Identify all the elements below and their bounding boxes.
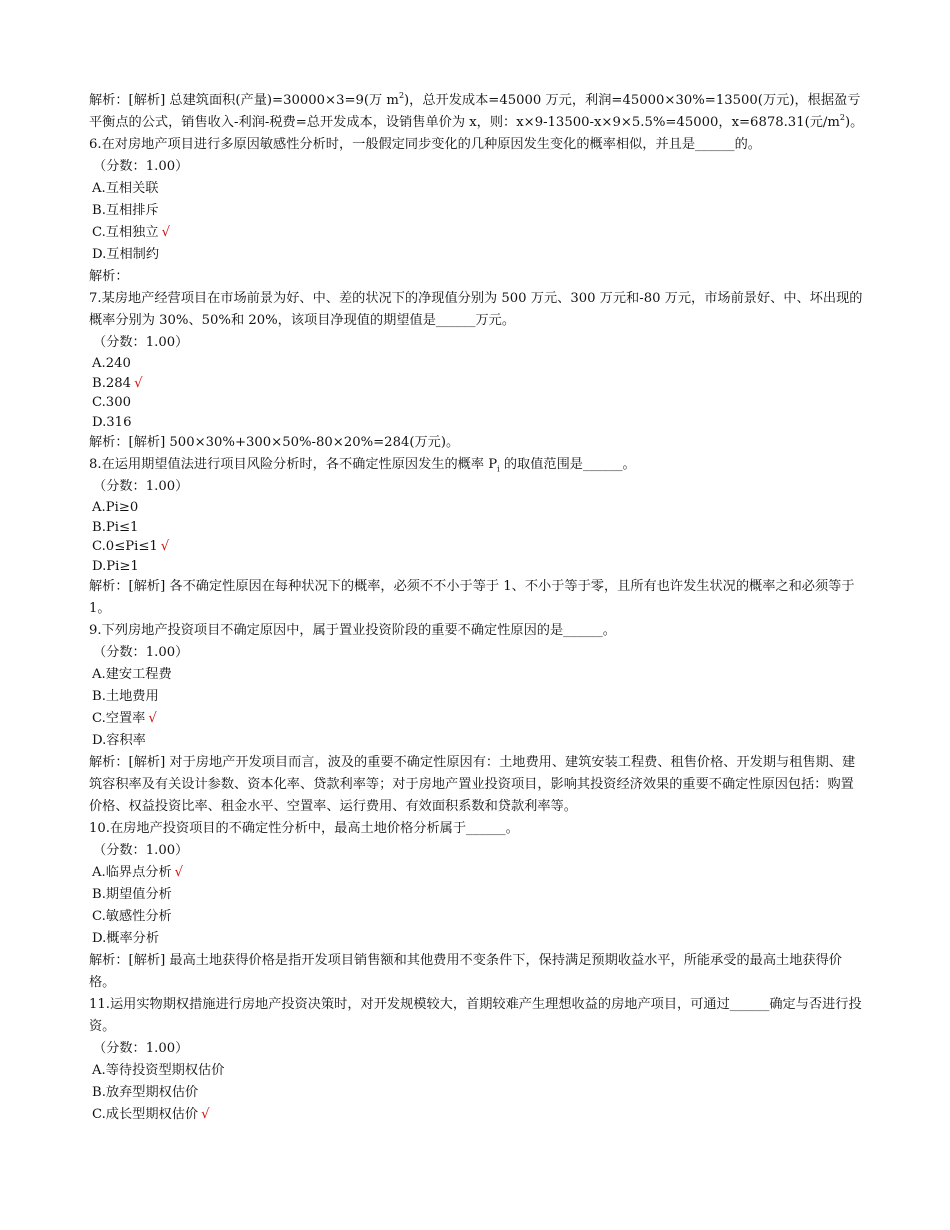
option-c: C.300 [92,395,131,410]
correct-check-icon: √ [161,225,170,240]
option-a: A.240 [92,356,131,371]
option-d: D.容积率 [92,733,146,748]
option-d: D.316 [92,414,132,430]
question-stem: 10.在房地产投资项目的不确定性分析中，最高土地价格分析属于______。 [89,821,519,836]
option-c: C.敏感性分析 [92,909,172,924]
option-d: D.概率分析 [92,931,160,946]
question-analysis: 解析：[解析] 各不确定性原因在每种状况下的概率，必须不不小于等于 1、不小于等于零，且所有也许发生状况的概率之和必须等于 1。 [89,579,855,616]
question-stem: 6.在对房地产项目进行多原因敏感性分析时，一般假定同步变化的几种原因发生变化的概率相似，并且是______的。 [89,137,761,152]
option-b: B.284 √ [92,375,143,391]
option-d: D.Pi≥1 [92,558,139,574]
question-analysis: 解析：[解析] 对于房地产开发项目而言，波及的重要不确定性原因有：土地费用、建筑安装工程费、租售价格、开发期与租售期、建筑容积率及有关设计参数、资本化率、贷款利率等；对于房地产置业投资项目，影响其投资经济效果的重要不确定性原因包括：购置价格、权益投资比率、租金水平、空置率、运行费用、有效面积系数和贷款利率等。 [89,755,856,814]
correct-check-icon: √ [160,539,170,554]
analysis-text: )。 [844,115,864,130]
correct-check-icon: √ [148,711,157,726]
option-c: C.空置率 √ [92,711,157,726]
question-analysis: 解析：[解析] 500×30%+300×50%-80×20%=284(万元)。 [89,435,460,450]
document-page [89,90,864,1126]
superscript: 2 [839,113,845,122]
question-score: （分数：1.00） [93,843,189,858]
question-score: （分数：1.00） [93,159,189,174]
option-b: B.期望值分析 [92,887,172,902]
question-stem: 11.运用实物期权措施进行房地产投资决策时，对开发规模较大，首期较难产生理想收益的房地产项目，可通过______确定与否进行投资。 [89,997,862,1034]
option-b: B.互相排斥 [92,203,159,218]
option-b: B.土地费用 [92,689,159,704]
question-score: （分数：1.00） [93,645,189,660]
option-c: C.互相独立 √ [92,225,170,240]
option-c: C.成长型期权估价 √ [92,1107,210,1122]
option-a: A.临界点分析 √ [92,865,184,880]
analysis-text: 解析：[解析] 总建筑面积(产量)=30000×3=9(万 m [89,93,399,108]
correct-check-icon: √ [201,1107,210,1122]
question-stem: 8.在运用期望值法进行项目风险分析时，各不确定性原因发生的概率 $P_i$ 的取值范围是______。 [89,457,636,474]
question-score: （分数：1.00） [93,335,189,350]
option-a: A.等待投资型期权估价 [92,1063,225,1078]
question-stem: 7.某房地产经营项目在市场前景为好、中、差的状况下的净现值分别为 500 万元、300 万元和-80 万元，市场前景好、中、坏出现的概率分别为 30%、50%和 20%，该项目净现值的期望值是______万元。 [89,291,863,328]
question-analysis: 解析： [89,269,129,284]
question-stem: 9.下列房地产投资项目不确定原因中，属于置业投资阶段的重要不确定性原因的是______。 [89,623,616,638]
correct-check-icon: √ [134,375,143,391]
option-b: B.Pi≤1 [92,519,139,535]
option-b: B.放弃型期权估价 [92,1085,199,1100]
superscript: 2 [398,91,405,100]
option-a: A.互相关联 [92,181,159,196]
analysis-text: )，总开发成本=45000 万元，利润=45000×30%=13500(万元)，根据盈亏平衡点的公式，销售收入-利润-税费=总开发成本，设销售单价为 x，则：x×9-13500-x×9×5.5%=45000，x=6878.31(元/m [89,93,861,130]
question-score: （分数：1.00） [93,1041,189,1056]
correct-check-icon: √ [174,865,184,880]
option-d: D.互相制约 [92,247,160,262]
option-a: A.Pi≥0 [92,500,139,515]
q5-analysis [89,90,864,134]
question-score: （分数：1.00） [93,479,189,494]
option-a: A.建安工程费 [92,667,172,682]
question-analysis: 解析：[解析] 最高土地获得价格是指开发项目销售额和其他费用不变条件下，保持满足预期收益水平，所能承受的最高土地获得价格。 [89,953,842,990]
option-c: C.0≤Pi≤1 √ [92,539,170,554]
subscript: i [497,464,500,474]
